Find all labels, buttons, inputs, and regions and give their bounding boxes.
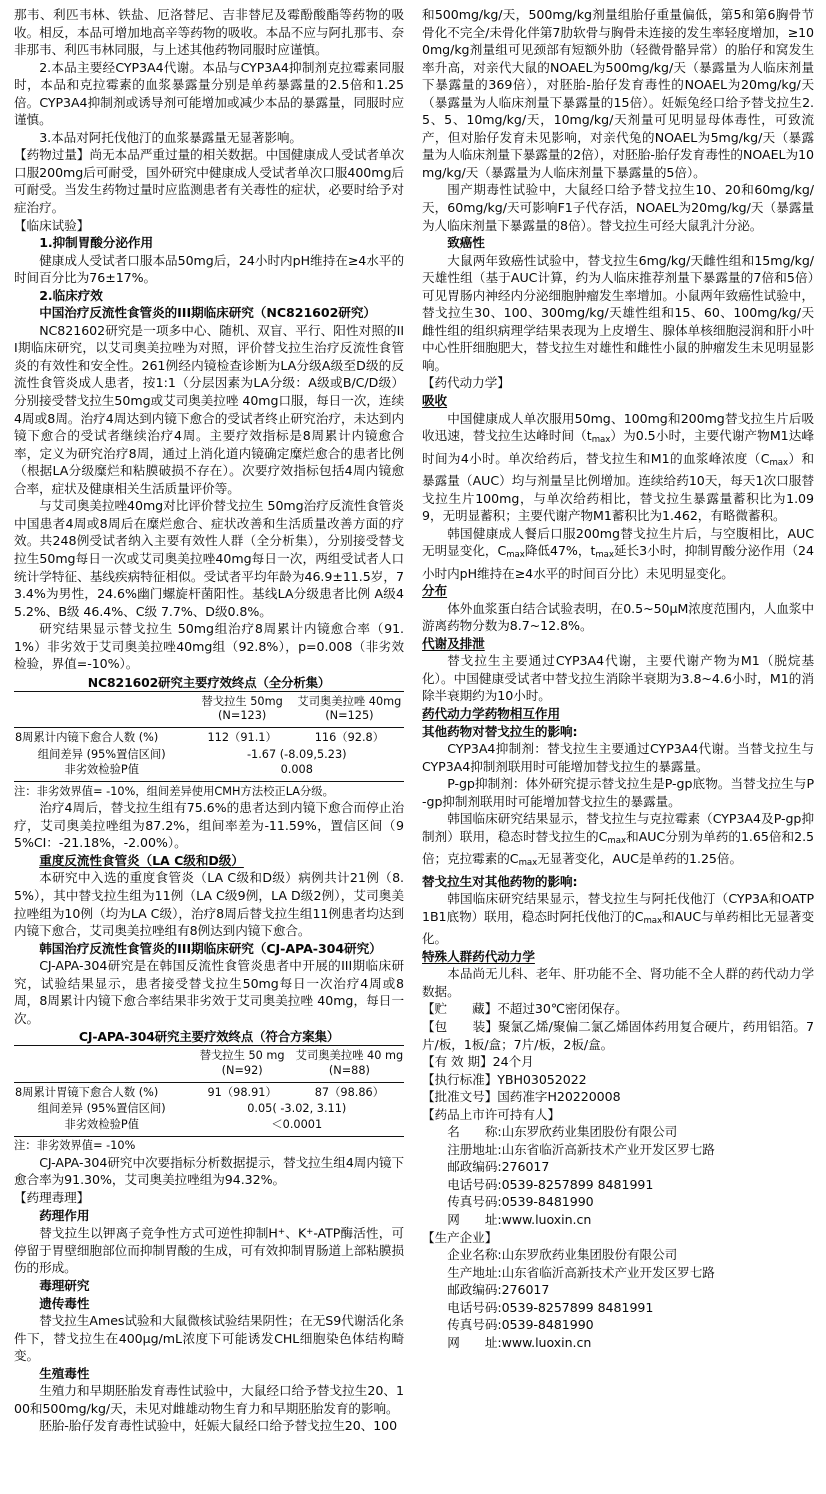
manufacturer-phone-row [422,1299,814,1317]
table-header-tegoprazan [190,1046,295,1082]
packaging-value: 聚氯乙烯/聚偏二氯乙烯固体药用复合硬片，药用铝箔。7片/板，1板/盒；7片/板，2板/盒。 [422,1018,814,1052]
reproductive-toxicity-continued: 和500mg/kg/天，500mg/kg剂量组胎仔重量偏低，第5和第6胸骨节骨化不完全/未骨化伴第7肋软骨与胸骨未连接的发生率轻度增加，≥100mg/kg剂量组可见颈部有短额外肋（轻微骨骼异常）的胎仔和窝发生率升高，对亲代大鼠的NOAEL为500mg/kg/天（暴露量为人临床剂量下暴露量的369倍），对胚胎-胎仔发育毒性的NOAEL为20mg/kg/天（暴露量为人临床剂量下暴露量的15倍）。妊娠兔经口给予替戈拉生2.5、5、10mg/kg/天，10mg/kg/天剂量可见明显母体毒性，可致流产，但对胎仔发育未见影响，对亲代兔的NOAEL为5mg/kg/天（暴露量为人临床剂量下暴露量的2倍），对胚胎-胎仔发育毒性的NOAEL为10mg/kg/天（暴露量为人临床剂量下暴露量的5倍）。 [422,7,814,180]
table-cell-value: 0.008 [190,763,405,782]
table-cell-value: 0.05( -3.02, 3.11) [247,1102,347,1116]
perinatal-toxicity-paragraph: 围产期毒性试验中，大鼠经口给予替戈拉生10、20和60mg/kg/天，60mg/kg/天可影响F1子代存活，NOAEL为20mg/kg/天（暴露量为人临床剂量下暴露量的8倍）。替戈拉生可经大鼠乳汁分泌。 [422,182,814,233]
reproductive-toxicity-heading: 生殖毒性 [39,1365,90,1381]
distribution-heading: 分布 [422,583,448,599]
table-header-esomeprazole-line1: 艾司奥美拉唑 40 mg [295,1049,404,1063]
table-cj-apa-304 [14,1028,404,1154]
tmax-subscript: max [595,550,614,561]
toxicology-research-heading: 毒理研究 [39,1277,90,1293]
efficacy-heading: 2.临床疗效 [39,287,103,303]
validity-value: 24个月 [492,1054,534,1070]
manufacturer-website-row [422,1334,814,1352]
table-cell-value: 116（92.8） [295,727,404,747]
cyp3a4-inhibitor-paragraph: CYP3A4抑制剂：替戈拉生主要通过CYP3A4代谢。当替戈拉生与CYP3A4抑制剂联用时可能增加替戈拉生的暴露量。 [422,741,814,774]
table-cell-value: 91（98.91） [190,1082,295,1102]
post-table1-paragraph: 治疗4周后，替戈拉生组有75.6%的患者达到内镜下愈合而停止治疗，艾司奥美拉唑组为87.2%，组间率差为-11.59%，置信区间（95%CI：-21.18%，-2.00%）。 [14,800,404,851]
table-cell-label: 非劣效检验P值 [14,1117,190,1136]
manufacturer-name-row [422,1246,814,1264]
absorption-p1-part-a: 中国健康成人单次服用50mg、100mg和200mg替戈拉生片后吸收迅速，替戈拉生达峰时间（t [422,410,814,444]
atorvastatin-part-a: 韩国临床研究结果显示，替戈拉生与阿托伐他汀（CYP3A和OATP1B1底物）联用，稳态时阿托伐他汀的C [422,891,814,924]
clarithromycin-part-b: 和AUC分别为单药的1.65倍和2.5倍；克拉霉素的C [422,828,814,867]
standard-label: 【执行标准】 [422,1071,498,1087]
table-row [14,1082,404,1102]
absorption-p2-part-a: 韩国健康成人餐后口服200mg替戈拉生片后，与空腹相比，AUC无明显变化，C [422,525,814,559]
mah-phone-row [422,1176,814,1194]
manufacturer-website-value: www.luoxin.cn [501,1334,592,1350]
table-nc821602-grid [14,691,404,782]
table-header-tegoprazan-line1: 替戈拉生 50mg [201,694,283,708]
mah-phone-value: 0539-8257899 8481991 [501,1176,654,1192]
pharmacology-heading: 药理作用 [39,1207,90,1223]
china-study-paragraph-1: NC821602研究是一项多中心、随机、双盲、平行、阳性对照的III期临床研究，以艾司奥美拉唑为对照，评价替戈拉生治疗反流性食管炎的有效性和安全性。261例经内镜检查诊断为LA分级A级至D级的反流性食管炎成人患者，按1:1（分层因素为LA分级：A级或B/C/D级）分别接受替戈拉生50mg或艾司奥美拉唑 40mg口服，每日一次，连续4周或8周。治疗4周达到内镜下愈合的受试者终止研究治疗，未达到内镜下愈合的受试者继续治疗4周。主要疗效指标是8周累计内镜愈合率，定义为研究治疗8周，通过上消化道内镜确定糜烂愈合的患者比例（根据LA分级糜烂和粘膜破损不存在）。次要疗效指标包括4周内镜愈合率，症状及健康相关生活质量评价等。 [14,322,404,496]
mah-postcode-value: 276017 [501,1159,550,1175]
cmax-subscript: max [518,858,538,869]
packaging-label: 【包 装】 [422,1018,498,1034]
absorption-p1-part-c: ）和暴露量（AUC）均与剂量呈比例增加。连续给药10天，每天1次口服替戈拉生片100mg，与单次给药相比，替戈拉生暴露量蓄积比为1.099，无明显蓄积；主要代谢产物M1蓄积比为1.462，有略微蓄积。 [422,450,814,524]
severe-esophagitis-body: 本研究中入选的重度食管炎（LA C级和D级）病例共计21例（8.5%），其中替戈拉生组为11例（LA C级9例，LA D级2例），艾司奥美拉唑组为10例（均为LA C级），治疗8周后替戈拉生组11例患者均达到内镜下愈合，艾司奥美拉唑组有8例达到内镜下愈合。 [14,870,404,939]
table-cj-apa-304-note: 注：非劣效界值= -10% [14,1139,136,1153]
other-drugs-on-tegoprazan-heading: 其他药物对替戈拉生的影响: [422,723,578,739]
table-cell-label: 8周累计内镜下愈合人数 (%) [14,727,190,747]
table-header-esomeprazole-line2: (N=125) [325,709,374,723]
korea-study-heading: 韩国治疗反流性食管炎的III期临床研究（CJ-APA-304研究） [39,940,382,956]
pharmacology-toxicology-heading: 【药理毒理】 [14,1189,90,1205]
storage-label: 【贮 藏】 [422,1001,498,1017]
manufacturer-postcode-label: 邮政编码: [447,1282,502,1298]
ddi-heading: 药代动力学药物相互作用 [422,706,560,721]
mah-website-label: 网 址: [447,1211,502,1227]
carcinogenicity-body: 大鼠两年致癌性试验中，替戈拉生6mg/kg/天雌性组和15mg/kg/天雄性组（基于AUC计算，约为人临床推荐剂量下暴露量的7倍和5倍）可见胃肠内神经内分泌细胞肿瘤发生率增加。小鼠两年致癌性试验中，替戈拉生30、100、300mg/kg/天雄性组和15、60、100mg/kg/天雌性组的组织病理学结果表现为上皮增生、腺体单核细胞浸润和肝小叶中心性肝细胞肥大，替戈拉生对雄性和雌性小鼠的肿瘤发生未见明显影响。 [422,252,814,373]
pharmacology-body-pre: 替戈拉生以钾离子竞争性方式可逆性抑制H [39,1225,278,1241]
table-header-tegoprazan-line2: (N=92) [221,1063,263,1077]
overdose-section: 【药物过量】尚无本品严重过量的相关数据。中国健康成人受试者单次口服200mg后可耐受，国外研究中健康成人受试者单次口服400mg后可耐受。当发生药物过量时应监测患者有关毒性的症状，必要时给予对症治疗。 [14,147,404,216]
pharmacology-body [14,1224,404,1277]
table-cell-value: -1.67 (-8.09,5.23) [246,747,347,761]
genotoxicity-heading: 遗传毒性 [39,1295,90,1311]
table-row [14,1102,404,1117]
special-populations-body: 本品尚无儿科、老年、肝功能不全、肾功能不全人群的药代动力学数据。 [422,966,814,999]
mah-name-value: 山东罗欣药业集团股份有限公司 [501,1124,678,1140]
storage-value: 不超过30℃密闭保存。 [497,1001,628,1017]
pharmacokinetics-heading: 【药代动力学】 [422,375,510,391]
manufacturer-name-label: 企业名称: [447,1247,502,1263]
table-header-tegoprazan-line2: (N=123) [218,709,267,723]
reproductive-toxicity-paragraph-2-start: 胚胎-胎仔发育毒性试验中，妊娠大鼠经口给予替戈拉生20、100 [39,1418,398,1434]
pharmacology-body-mid: 、K [285,1225,307,1241]
packaging-row [422,1018,814,1053]
mah-phone-label: 电话号码: [447,1176,502,1192]
metabolism-excretion-heading: 代谢及排泄 [422,635,485,651]
table-cell-value: 87（98.86） [295,1082,404,1102]
table-cell-label: 组间差异 (95%置信区间) [37,1102,166,1116]
table-row [14,1117,404,1136]
severe-esophagitis-heading: 重度反流性食管炎（LA C级和D级） [39,852,244,868]
pgp-inhibitor-paragraph: P-gp抑制剂：体外研究提示替戈拉生是P-gp底物。当替戈拉生与P-gp抑制剂联用时可能增加替戈拉生的暴露量。 [422,776,814,809]
china-study-paragraph-3: 研究结果显示替戈拉生 50mg组治疗8周累计内镜愈合率（91.1%）非劣效于艾司奥美拉唑40mg组（92.8%），p=0.008（非劣效检验，界值=-10%）。 [14,621,404,672]
genotoxicity-body: 替戈拉生Ames试验和大鼠微核试验结果阴性；在无S9代谢活化条件下，替戈拉生在400μg/mL浓度下可能诱发CHL细胞染色体结构畸变。 [14,1313,404,1364]
absorption-p2-part-b: 降低47%，t [524,543,596,559]
approval-row [422,1088,814,1106]
absorption-p2-part-c: 延长3小时，抑制胃酸分泌作用（24小时内pH维持在≥4水平的时间百分比）未见明显变化。 [422,543,814,581]
cmax-subscript: max [643,915,663,926]
table-header-blank [14,691,190,727]
table-header-tegoprazan-line1: 替戈拉生 50 mg [199,1049,285,1063]
table-row-header [14,1046,404,1082]
manufacturer-website-label: 网 址: [447,1334,502,1350]
standard-row [422,1071,814,1089]
acid-suppression-heading: 1.抑制胃酸分泌作用 [39,235,153,251]
mah-name-row [422,1123,814,1141]
mah-fax-label: 传真号码: [447,1194,502,1210]
table-row [14,727,404,747]
cmax-subscript: max [607,835,626,846]
table-row [14,747,404,762]
validity-row [422,1053,814,1071]
mah-postcode-label: 邮政编码: [447,1159,502,1175]
manufacturer-address-value: 山东省临沂高新技术产业开发区罗七路 [501,1264,715,1280]
absorption-paragraph-1 [422,410,814,525]
table-cell-label: 非劣效检验P值 [14,763,190,782]
left-column [10,6,413,1490]
cmax-subscript: max [506,550,525,561]
manufacturer-heading: 【生产企业】 [422,1229,498,1245]
table-cell-value: ＜0.0001 [190,1117,405,1136]
table-nc821602 [14,674,404,800]
clarithromycin-part-c: 无显著变化，AUC是单药的1.25倍。 [537,851,742,867]
table-header-esomeprazole-line1: 艾司奥美拉唑 40mg [297,694,402,708]
metabolism-excretion-body: 替戈拉生主要通过CYP3A4代谢，主要代谢产物为M1（脱烷基化）。中国健康受试者中替戈拉生消除半衰期为3.8~4.6小时，M1的消除半衰期约为10小时。 [422,653,814,704]
table-row [14,763,404,782]
clinical-trials-heading: 【临床试验】 [14,217,90,233]
manufacturer-fax-value: 0539-8481990 [501,1317,594,1333]
atorvastatin-paragraph [422,890,814,948]
acid-suppression-body: 健康成人受试者口服本品50mg后，24小时内pH维持在≥4水平的时间百分比为76±17%。 [14,252,404,286]
table-nc821602-note: 注：非劣效界值= -10%，组间差异使用CMH方法校正LA分级。 [14,784,334,798]
special-populations-heading: 特殊人群药代动力学 [422,948,535,964]
table-header-esomeprazole [295,1046,404,1082]
table-header-tegoprazan [190,691,295,727]
china-study-heading: 中国治疗反流性食管炎的III期临床研究（NC821602研究） [39,305,376,321]
table-cell-label: 组间差异 (95%置信区间) [37,747,166,761]
tmax-subscript: max [591,435,611,446]
table-cj-apa-304-grid [14,1045,404,1136]
manufacturer-fax-row [422,1316,814,1334]
interaction-item-3: 3.本品对阿托伐他汀的血浆暴露量无显著影响。 [39,129,302,145]
carcinogenicity-heading: 致癌性 [447,235,485,251]
mah-address-value: 山东省临沂高新技术产业开发区罗七路 [501,1141,715,1157]
table-header-blank [14,1046,190,1082]
table-cell-value: 112（91.1） [190,727,295,747]
pharmacology-body-post: -ATP酶活性，可停留于胃壁细胞部位而抑制胃酸的生成，可有效抑制胃肠道上部粘膜损伤的形成。 [14,1225,404,1276]
table-row-header [14,691,404,727]
manufacturer-postcode-value: 276017 [501,1282,550,1298]
distribution-body: 体外血浆蛋白结合试验表明，在0.5~50μM浓度范围内，人血浆中游离药物分数为8.7~12.8%。 [422,600,814,634]
reproductive-toxicity-paragraph-1: 生殖力和早期胚胎发育毒性试验中，大鼠经口给予替戈拉生20、100和500mg/kg/天，未见对雌雄动物生育力和早期胚胎发育的影响。 [14,1383,404,1416]
manufacturer-postcode-row [422,1281,814,1299]
storage-row [422,1000,814,1018]
absorption-paragraph-2 [422,525,814,583]
table-nc821602-caption: NC821602研究主要疗效终点（全分析集） [87,674,331,690]
mah-postcode-row [422,1158,814,1176]
mah-address-label: 注册地址: [447,1141,502,1157]
table-cj-apa-304-caption: CJ-APA-304研究主要疗效终点（符合方案集） [78,1029,340,1045]
absorption-heading: 吸收 [422,393,448,409]
manufacturer-address-row [422,1264,814,1282]
post-table2-paragraph: CJ-APA-304研究中次要指标分析数据提示，替戈拉生组4周内镜下愈合率为91.30%，艾司奥美拉唑组为94.32%。 [14,1154,404,1188]
clarithromycin-paragraph [422,810,814,872]
mah-address-row [422,1141,814,1159]
k-plus-superscript: + [306,1227,314,1238]
table-header-esomeprazole-line2: (N=88) [328,1063,370,1077]
manufacturer-fax-label: 传真号码: [447,1317,502,1333]
clarithromycin-part-a: 韩国临床研究结果显示，替戈拉生与克拉霉素（CYP3A4及P-gp抑制剂）联用，稳态时替戈拉生的C [422,811,814,844]
interaction-continued-text: 那韦、利匹韦林、铁盐、厄洛替尼、吉非替尼及霉酚酸酯等药物的吸收。相反，本品可增加地高辛等药物的吸收。本品不应与阿扎那韦、奈非那韦、利匹韦林同服，与上述其他药物同服时应谨慎。 [14,7,404,58]
mah-website-value: www.luoxin.cn [501,1211,592,1227]
approval-value: 国药准字H20220008 [497,1089,621,1105]
table-header-esomeprazole [295,691,404,727]
manufacturer-address-label: 生产地址: [447,1264,502,1280]
standard-value: YBH03052022 [497,1071,587,1087]
tegoprazan-on-other-drugs-heading: 替戈拉生对其他药物的影响: [422,873,578,889]
china-study-paragraph-2: 与艾司奥美拉唑40mg对比评价替戈拉生 50mg治疗反流性食管炎中国患者4周或8周后在糜烂愈合、症状改善和生活质量改善方面的疗效。共248例受试者纳入主要有效性人群（全分析集），分别接受替戈拉生50mg每日一次或艾司奥美拉唑40mg每日一次，两组受试者人口统计学特征、基线疾病特征相似。受试者平均年龄为46.9±11.5岁，73.4%为男性，24.6%幽门螺旋杆菌阳性。基线LA分级患者比例 A级45.2%、B级 46.4%、C级 7.7%、D级0.8%。 [14,498,404,619]
mah-website-row [422,1211,814,1229]
h-plus-superscript: + [277,1227,286,1238]
approval-label: 【批准文号】 [422,1089,498,1105]
mah-name-label: 名 称: [447,1124,502,1140]
interaction-item-2: 2.本品主要经CYP3A4代谢。本品与CYP3A4抑制剂克拉霉素同服时，本品和克拉霉素的血浆暴露量分别是单药暴露量的2.5倍和1.25倍。CYP3A4抑制剂或诱导剂可能增加或减少本品的暴露量，同服时应谨慎。 [14,59,404,128]
mah-fax-value: 0539-8481990 [501,1194,594,1210]
right-column [413,6,816,1490]
table-cell-label: 8周累计胃镜下愈合人数 (%) [14,1082,190,1102]
atorvastatin-part-b: 和AUC与单药相比无显著变化。 [422,908,814,947]
absorption-p1-part-b: ）为0.5小时，主要代谢产物M1达峰时间为4小时。单次给药后，替戈拉生和M1的血浆峰浓度（C [422,428,814,466]
mah-fax-row [422,1193,814,1211]
manufacturer-name-value: 山东罗欣药业集团股份有限公司 [501,1247,678,1263]
korea-study-body: CJ-APA-304研究是在韩国反流性食管炎患者中开展的III期临床研究，试验结果显示，患者接受替戈拉生50mg每日一次治疗4周或8周，8周累计内镜下愈合率结果非劣效于艾司奥美拉唑 40mg，每日一次。 [14,958,404,1026]
cmax-subscript: max [769,457,789,468]
manufacturer-phone-label: 电话号码: [447,1299,502,1315]
mah-heading: 【药品上市许可持有人】 [422,1106,560,1122]
manufacturer-phone-value: 0539-8257899 8481991 [501,1299,654,1315]
validity-label: 【有 效 期】 [422,1054,493,1070]
